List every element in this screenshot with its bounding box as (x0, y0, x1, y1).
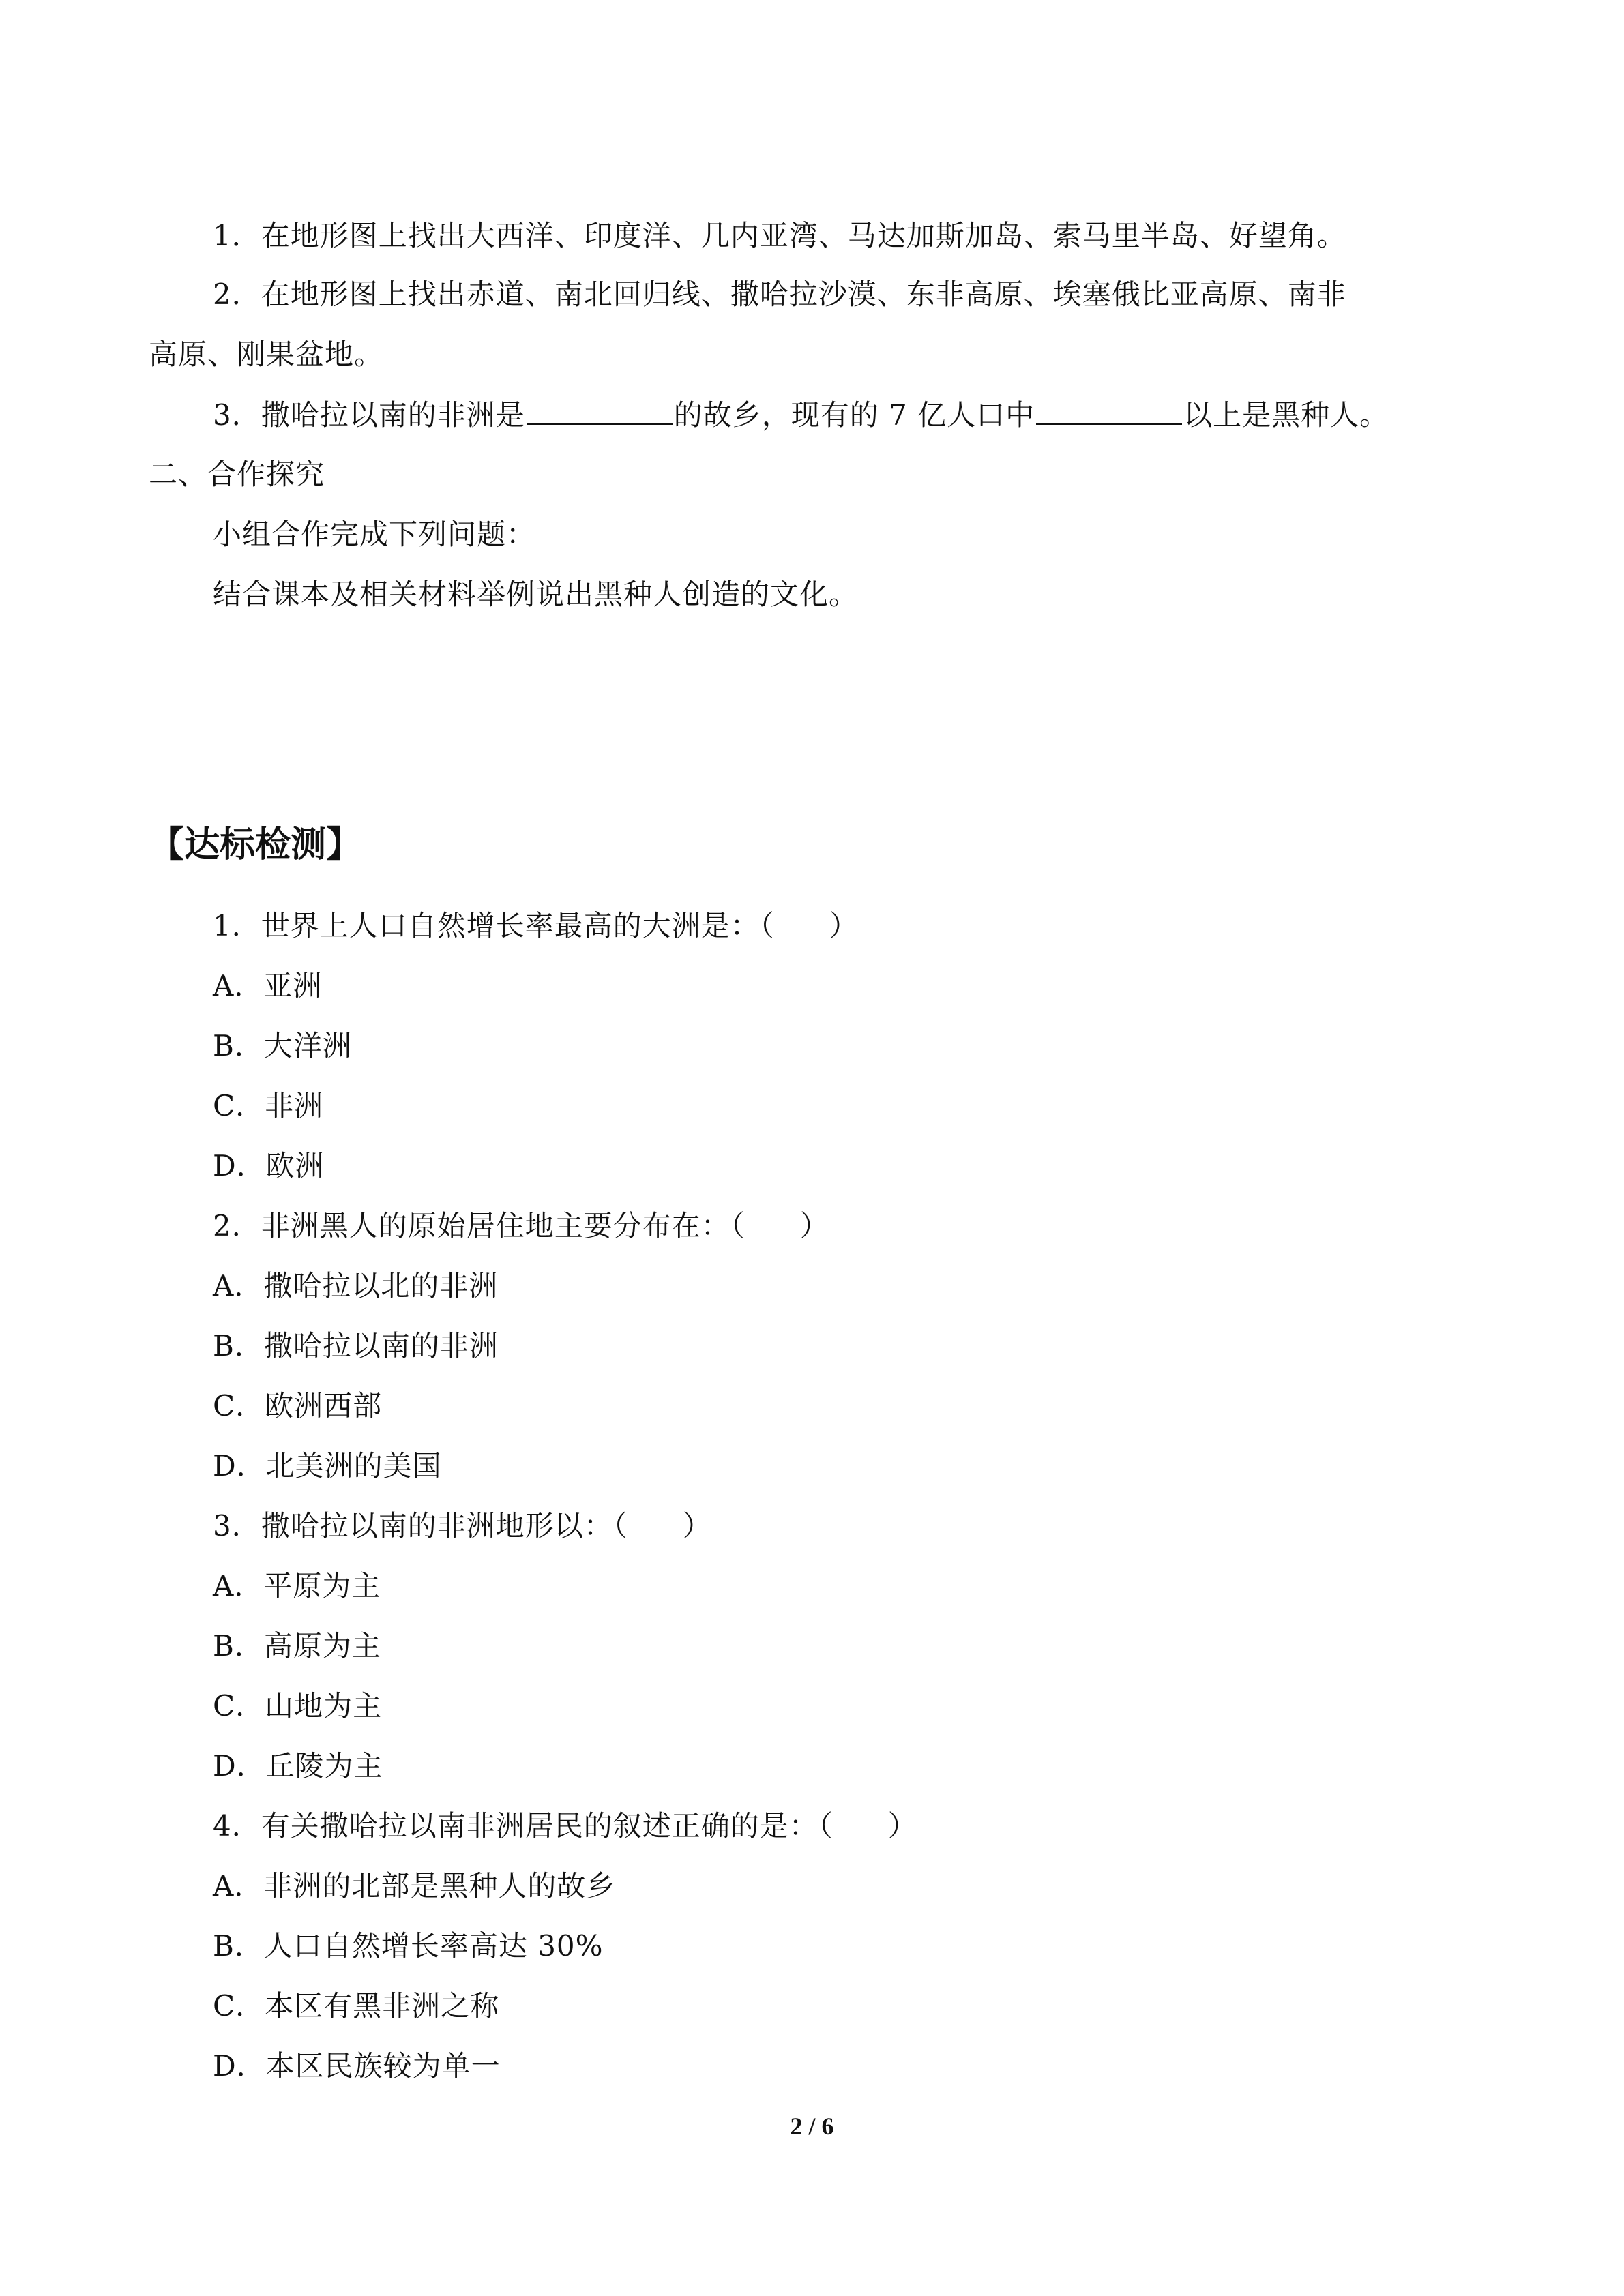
paren-close: ） (799, 1209, 829, 1242)
question-1-option-c: C．非洲 (213, 1089, 324, 1122)
question-2-option-d: D．北美洲的美国 (213, 1449, 442, 1482)
section-title-cooperation: 二、合作探究 (149, 458, 325, 491)
question-1-option-b: B．大洋洲 (213, 1029, 352, 1062)
question-2-stem (213, 1207, 829, 1245)
activity-item-3-text-2: 的故乡，现有的 7 亿人口中 (673, 398, 1035, 432)
question-4-option-c: C．本区有黑非洲之称 (213, 1989, 500, 2023)
question-3-option-d: D．丘陵为主 (213, 1749, 383, 1783)
question-3-option-c: C．山地为主 (213, 1689, 383, 1723)
fill-in-blank-1[interactable] (527, 396, 673, 425)
question-stem-text: 2．非洲黑人的原始居住地主要分布在：（ (213, 1209, 745, 1242)
test-heading: 【达标检测】 (149, 824, 362, 865)
question-3-stem (213, 1507, 712, 1545)
activity-item-1: 1．在地形图上找出大西洋、印度洋、几内亚湾、马达加斯加岛、索马里半岛、好望角。 (213, 219, 1346, 252)
activity-item-2-line-1: 2．在地形图上找出赤道、南北回归线、撒哈拉沙漠、东非高原、埃塞俄比亚高原、南非 (213, 278, 1346, 311)
question-1-option-a: A．亚洲 (213, 969, 323, 1002)
question-4-option-a: A．非洲的北部是黑种人的故乡 (213, 1869, 616, 1903)
question-2-option-b: B．撒哈拉以南的非洲 (213, 1329, 499, 1362)
paren-close: ） (887, 1809, 917, 1843)
question-stem-text: 3．撒哈拉以南的非洲地形以：（ (213, 1509, 628, 1542)
paren-close: ） (829, 909, 859, 942)
question-3-option-b: B．高原为主 (213, 1629, 381, 1663)
fill-in-blank-2[interactable] (1036, 396, 1182, 425)
activity-item-2-line-2: 高原、刚果盆地。 (149, 338, 384, 371)
question-1-option-d: D．欧洲 (213, 1149, 325, 1182)
activity-item-3-text-1: 3．撒哈拉以南的非洲是 (213, 398, 525, 432)
question-1-stem (213, 907, 859, 945)
question-4-stem (213, 1807, 917, 1845)
question-4-option-d: D．本区民族较为单一 (213, 2049, 501, 2083)
question-2-option-a: A．撒哈拉以北的非洲 (213, 1269, 499, 1302)
question-stem-text: 1．世界上人口自然增长率最高的大洲是：（ (213, 909, 775, 942)
question-2-option-c: C．欧洲西部 (213, 1389, 383, 1422)
question-3-option-a: A．平原为主 (213, 1569, 381, 1602)
activity-item-3 (213, 396, 1389, 434)
paren-close: ） (682, 1509, 712, 1542)
activity-item-3-text-3: 以上是黑种人。 (1183, 398, 1389, 432)
question-4-option-b: B．人口自然增长率高达 30% (213, 1929, 604, 1963)
page-number: 2 / 6 (790, 2113, 834, 2140)
cooperation-intro: 小组合作完成下列问题： (213, 518, 536, 551)
cooperation-task: 结合课本及相关材料举例说出黑种人创造的文化。 (213, 578, 859, 611)
question-stem-text: 4．有关撒哈拉以南非洲居民的叙述正确的是：（ (213, 1809, 833, 1843)
